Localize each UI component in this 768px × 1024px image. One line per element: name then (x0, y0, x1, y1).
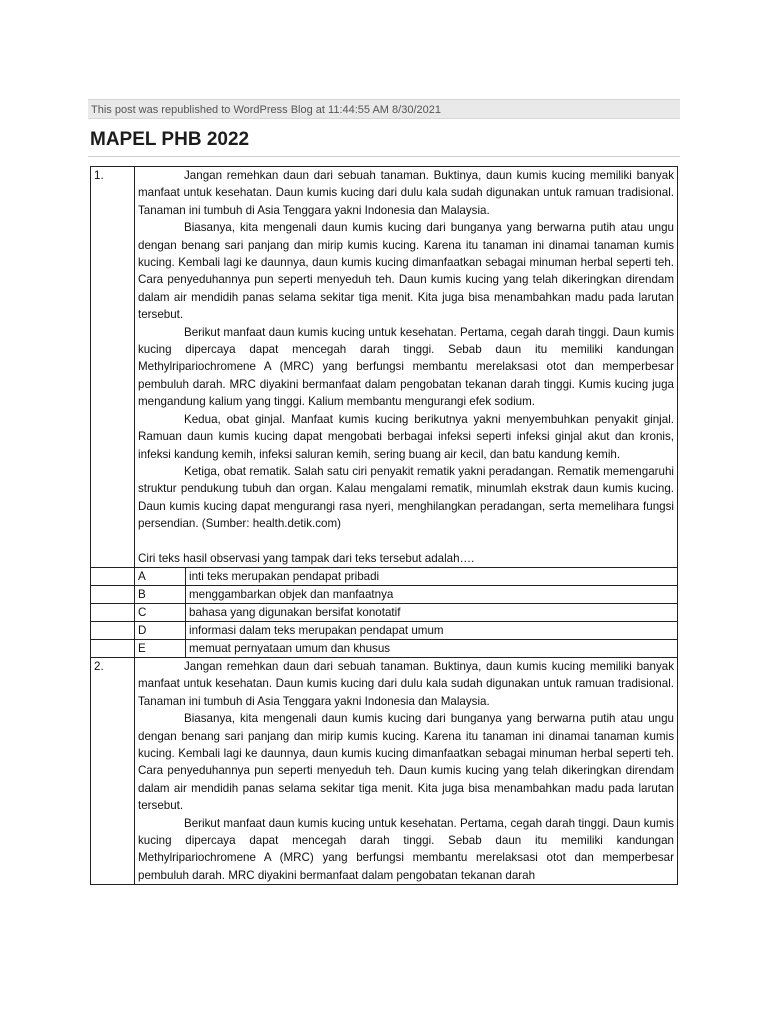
option-row (91, 567, 678, 585)
passage-paragraph: Berikut manfaat daun kumis kucing untuk kesehatan. Pertama, cegah darah tinggi. Daun kumis kucing dipercaya dapat mencegah darah tinggi. Sebab daun itu memiliki kandungan Methylripariochromene A (MRC) yang berfungsi membantu merelaksasi otot dan memperbesar pembuluh darah. MRC diyakini bermanfaat dalam pengobatan tekanan darah (138, 816, 674, 882)
question-number: 2. (91, 657, 135, 884)
option-text: menggambarkan objek dan manfaatnya (186, 585, 678, 603)
option-letter: D (135, 621, 186, 639)
republish-notice: This post was republished to WordPress Blog at 11:44:55 AM 8/30/2021 (88, 99, 680, 119)
question-table (90, 166, 678, 885)
passage-paragraph: Kedua, obat ginjal. Manfaat kumis kucing berikutnya yakni menyembuhkan penyakit ginjal. Ramuan daun kumis kucing dapat mengobati berbagai infeksi seperti infeksi ginjal akut dan kronis, infeksi kandung kemih, infeksi saluran kemih, sering buang air kecil, dan batu kandung kemih. (138, 412, 674, 461)
question-row (91, 167, 678, 568)
passage-paragraph: Jangan remehkan daun dari sebuah tanaman. Buktinya, daun kumis kucing memiliki banyak manfaat untuk kesehatan. Daun kumis kucing dari dulu kala sudah digunakan untuk ramuan tradisional. Tanaman ini tumbuh di Asia Tenggara yakni Indonesia dan Malaysia. (138, 659, 674, 708)
question-number: 1. (91, 167, 135, 568)
option-text: bahasa yang digunakan bersifat konotatif (186, 603, 678, 621)
option-text: memuat pernyataan umum dan khusus (186, 639, 678, 657)
page-title: MAPEL PHB 2022 (90, 129, 250, 150)
option-row (91, 603, 678, 621)
option-letter: A (135, 567, 186, 585)
question-prompt: Ciri teks hasil observasi yang tampak dari teks tersebut adalah…. (138, 551, 475, 565)
question-row (91, 657, 678, 884)
question-passage (135, 657, 678, 884)
option-letter: C (135, 603, 186, 621)
option-row (91, 585, 678, 603)
passage-paragraph: Jangan remehkan daun dari sebuah tanaman. Buktinya, daun kumis kucing memiliki banyak manfaat untuk kesehatan. Daun kumis kucing dari dulu kala sudah digunakan untuk ramuan tradisional. Tanaman ini tumbuh di Asia Tenggara yakni Indonesia dan Malaysia. (138, 169, 674, 217)
title-divider (88, 156, 680, 157)
option-text: inti teks merupakan pendapat pribadi (186, 567, 678, 585)
option-row (91, 639, 678, 657)
passage-paragraph: Berikut manfaat daun kumis kucing untuk kesehatan. Pertama, cegah darah tinggi. Daun kumis kucing dipercaya dapat mencegah darah tinggi. Sebab daun itu memiliki kandungan Methylripariochromene A (MRC) yang berfungsi membantu merelaksasi otot dan memperbesar pembuluh darah. MRC diyakini bermanfaat dalam pengobatan tekanan darah tinggi. Kumis kucing juga mengandung kalium yang tinggi. Kalium membantu mengurangi efek sodium. (138, 325, 674, 409)
passage-paragraph: Biasanya, kita mengenali daun kumis kucing dari bunganya yang berwarna putih atau ungu dengan benang sari panjang dan mirip kumis kucing. Karena itu tanaman ini dinamai tanaman kumis kucing. Kembali lagi ke daunnya, daun kumis kucing dimanfaatkan sebagai minuman herbal seperti teh. Cara penyeduhannya pun seperti menyeduh teh. Daun kumis kucing yang telah dikeringkan direndam dalam air mendidih panas selama sekitar tiga menit. Kita juga bisa menambahkan madu pada larutan tersebut. (138, 221, 674, 322)
option-row (91, 621, 678, 639)
passage-paragraph: Ketiga, obat rematik. Salah satu ciri penyakit rematik yakni peradangan. Rematik memengaruhi struktur pendukung tubuh dan organ. Kalau mengalami rematik, minumlah ekstrak daun kumis kucing. Daun kumis kucing dapat mengurangi rasa nyeri, menghilangkan peradangan, serta memelihara fungsi persendian. (Sumber: health.detik.com) (138, 464, 674, 531)
option-letter: B (135, 585, 186, 603)
option-letter: E (135, 639, 186, 657)
question-passage (135, 167, 678, 568)
passage-paragraph: Biasanya, kita mengenali daun kumis kucing dari bunganya yang berwarna putih atau ungu dengan benang sari panjang dan mirip kumis kucing. Karena itu tanaman ini dinamai tanaman kumis kucing. Kembali lagi ke daunnya, daun kumis kucing dimanfaatkan sebagai minuman herbal seperti teh. Cara penyeduhannya pun seperti menyeduh teh. Daun kumis kucing yang telah dikeringkan direndam dalam air mendidih panas selama sekitar tiga menit. Kita juga bisa menambahkan madu pada larutan tersebut. (138, 712, 674, 813)
option-text: informasi dalam teks merupakan pendapat umum (186, 621, 678, 639)
